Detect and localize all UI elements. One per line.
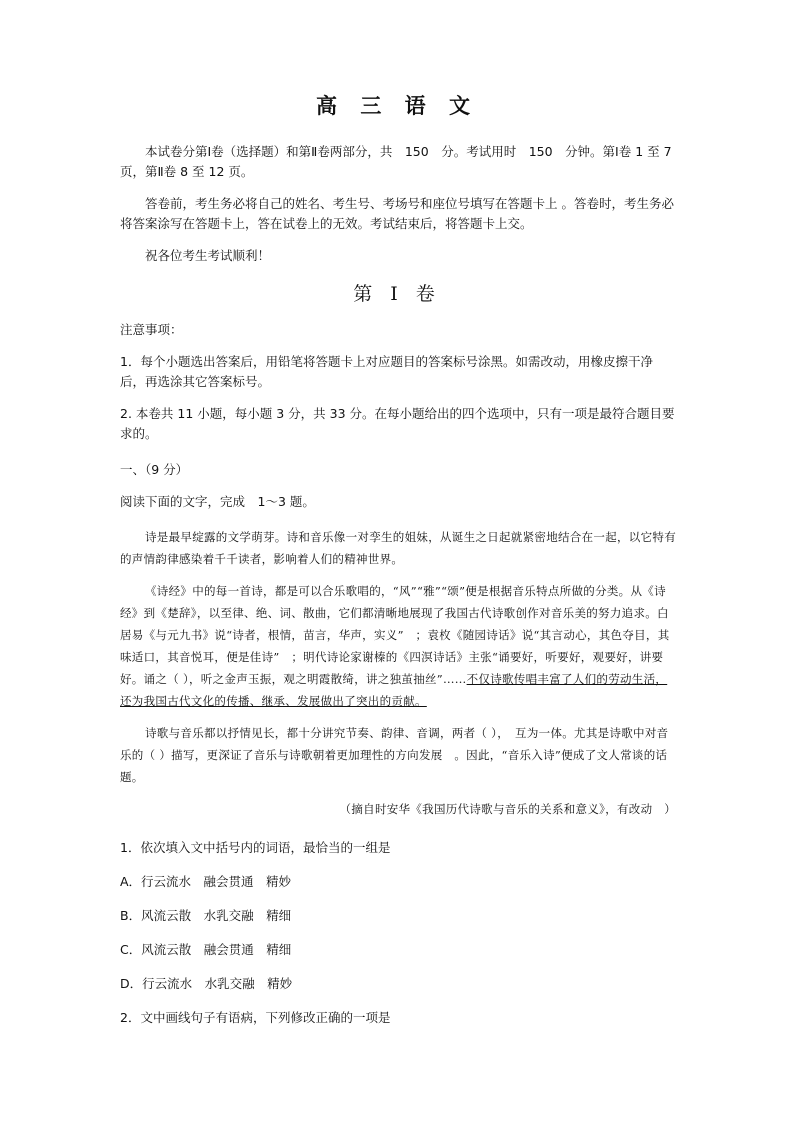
question-1-option-b: B．风流云散 水乳交融 精细 bbox=[120, 908, 292, 923]
question-1-option-c: C．风流云散 融会贯通 精细 bbox=[120, 942, 292, 957]
question-1 bbox=[120, 838, 676, 1028]
section-instruction: 阅读下面的文字，完成 1～3 题。 bbox=[120, 494, 315, 509]
page-title: 高 三 语 文 bbox=[316, 93, 478, 118]
notes-heading: 注意事项： bbox=[120, 322, 183, 337]
notes-item-1: 1．每个小题选出答案后，用铅笔将答题卡上对应题目的答案标号涂黑。如需改动，用橡皮擦干净后，再选涂其它答案标号。 bbox=[120, 354, 653, 389]
section-heading: 一、（9 分） bbox=[120, 462, 189, 477]
passage-paragraph-2-text: 《诗经》中的每一首诗，都是可以合乐歌唱的，“风”“雅”“颂”便是根据音乐特点所做的分类。从《诗经》到《楚辞》，以至律、绝、词、散曲，它们都清晰地展现了我国古代诗歌创作对音乐美的努力追求。白居易《与元九书》说“诗者，根情，苗言，华声，实义” ；袁枚《随园诗话》说“其言动心，其色夺目，其味适口，其音悦耳，便是佳诗” ；明代诗论家谢榛的《四溟诗话》主张“诵要好，听要好，观要好，讲要好。诵之（ ），听之金声玉振，观之明霞散绮，讲之独茧抽丝”…… bbox=[120, 584, 670, 686]
reading-passage bbox=[120, 526, 676, 820]
intro-wish: 祝各位考生考试顺利！ bbox=[145, 248, 271, 263]
question-1-option-a: A．行云流水 融会贯通 精妙 bbox=[120, 874, 292, 889]
intro-paragraph-1: 本试卷分第Ⅰ卷（选择题）和第Ⅱ卷两部分，共 150 分。考试用时 150 分钟。第Ⅰ卷 1 至 7 页，第Ⅱ卷 8 至 12 页。 bbox=[120, 144, 672, 179]
volume-title: 第 Ⅰ 卷 bbox=[353, 283, 441, 305]
intro-section bbox=[120, 142, 676, 266]
section-one bbox=[120, 460, 676, 512]
underlined-sentence: 不仅诗歌传唱丰富了人们的劳动生活，还为我国古代文化的传播、继承、发展做出了突出的贡献。 bbox=[120, 672, 668, 708]
question-1-stem: 1．依次填入文中括号内的词语，最恰当的一组是 bbox=[120, 840, 391, 855]
intro-paragraph-2: 答卷前，考生务必将自己的姓名、考生号、考场号和座位号填写在答题卡上 。答卷时，考生务必将答案涂写在答题卡上，答在试卷上的无效。考试结束后，将答题卡上交。 bbox=[120, 196, 674, 231]
passage-source: （摘自时安华《我国历代诗歌与音乐的关系和意义》，有改动 ） bbox=[339, 802, 676, 816]
passage-paragraph-1: 诗是最早绽露的文学萌芽。诗和音乐像一对孪生的姐妹，从诞生之日起就紧密地结合在一起，以它特有的声情韵律感染着千千读者，影响着人们的精神世界。 bbox=[120, 530, 676, 566]
question-2-stem: 2．文中画线句子有语病，下列修改正确的一项是 bbox=[120, 1010, 391, 1025]
question-1-option-d: D．行云流水 水乳交融 精妙 bbox=[120, 976, 293, 991]
notes-item-2: 2. 本卷共 11 小题，每小题 3 分，共 33 分。在每小题给出的四个选项中，只有一项是最符合题目要求的。 bbox=[120, 406, 675, 441]
notes-section bbox=[120, 320, 676, 444]
passage-paragraph-3: 诗歌与音乐都以抒情见长，都十分讲究节奏、韵律、音调，两者（ ）， 互为一体。尤其是诗歌中对音乐的（ ）描写，更深证了音乐与诗歌朝着更加理性的方向发展 。因此，“音乐入诗”便成了文人常谈的话题。 bbox=[120, 726, 669, 784]
passage-paragraph-2 bbox=[120, 580, 676, 712]
